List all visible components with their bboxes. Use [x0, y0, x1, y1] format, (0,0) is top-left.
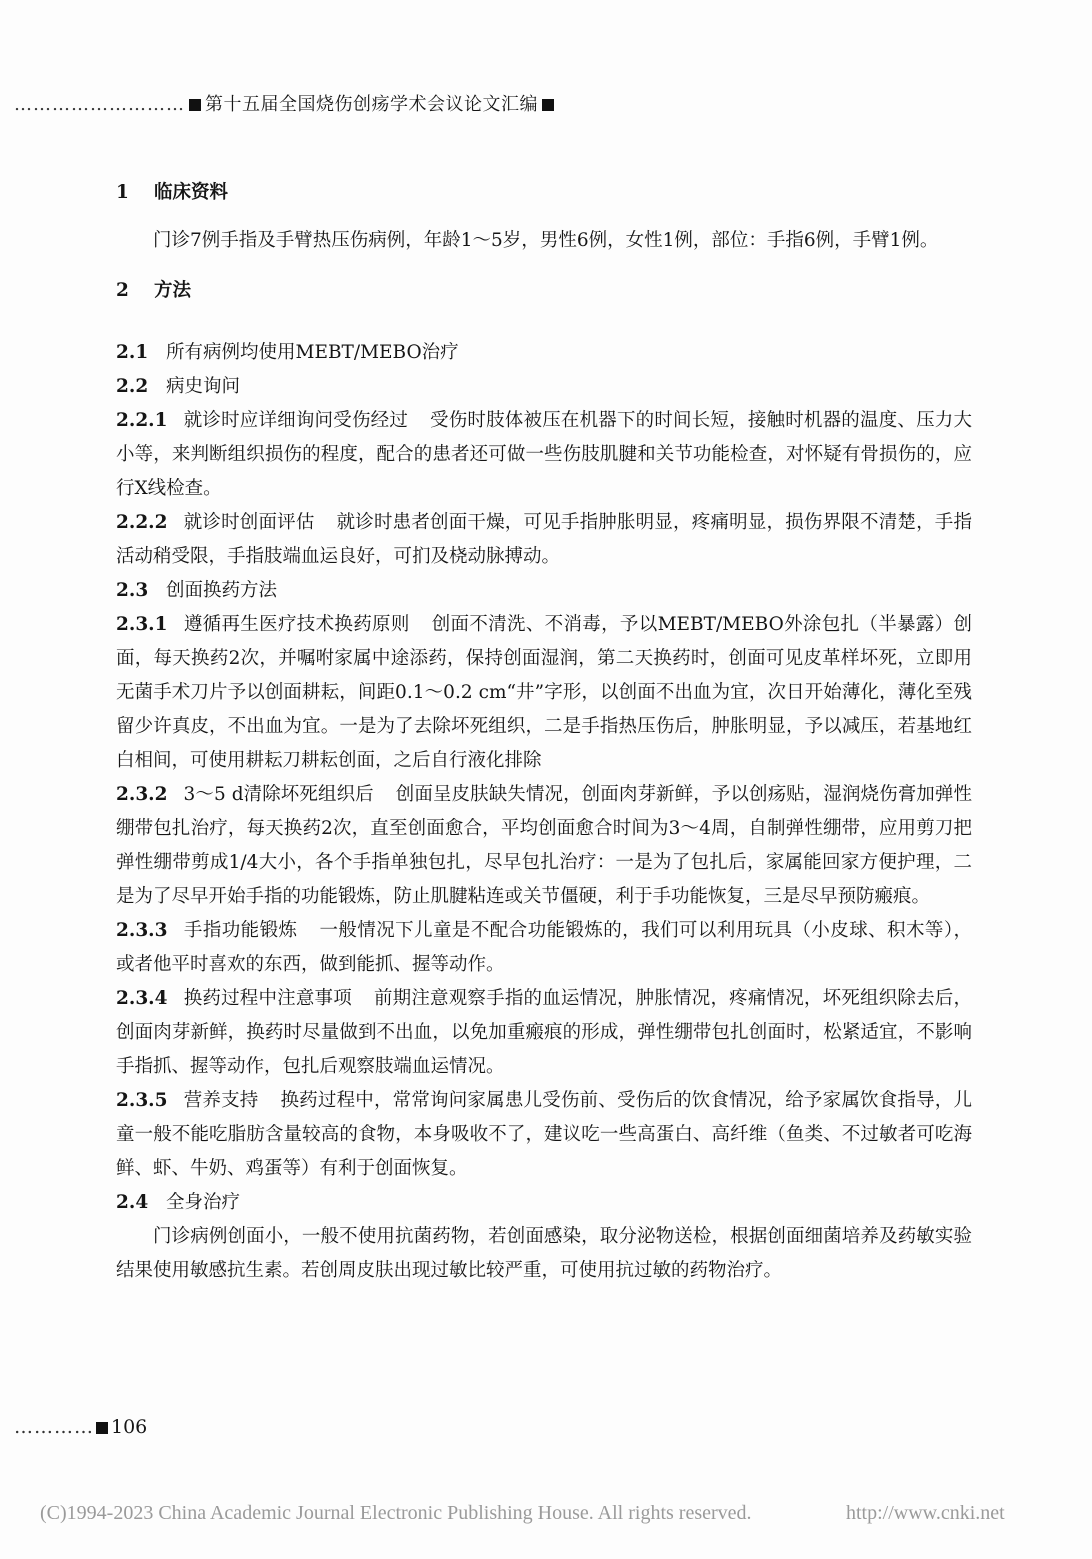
subsubsection: 2.3.3 手指功能锻炼 一般情况下儿童是不配合功能锻炼的，我们可以利用玩具（小皮球、积木等），或者他平时喜欢的东西，做到能抓、握等动作。 — [116, 920, 972, 975]
subsubsection: 2.3.1 遵循再生医疗技术换药原则 创面不清洗、不消毒，予以MEBT/MEBO外涂包扎（半暴露）创面，每天换药2次，并嘱咐家属中途添药，保持创面湿润，第二天换药时，创面可见皮革样坏死，立即用无菌手术刀片予以创面耕耘，间距0.1～0.2 cm“井”字形，以创面不出血为宜，次日开始薄化，薄化至残留少许真皮，不出血为宜。一是为了去除坏死组织，二是手指热压伤后，肿胀明显，予以减压，若基地红白相间，可使用耕耘刀耕耘创面，之后自行液化排除 — [116, 614, 972, 771]
subsubsection: 2.3.5 营养支持 换药过程中，常常询问家属患儿受伤前、受伤后的饮食情况，给予家属饮食指导，儿童一般不能吃脂肪含量较高的食物，本身吸收不了，建议吃一些高蛋白、高纤维（鱼类、不过敏者可吃海鲜、虾、牛奶、鸡蛋等）有利于创面恢复。 — [116, 1090, 972, 1179]
paragraph: 门诊7例手指及手臂热压伤病例，年龄1～5岁，男性6例，女性1例，部位：手指6例，手臂1例。 — [153, 230, 939, 251]
subsection-heading: 2.1 所有病例均使用MEBT/MEBO治疗 — [116, 342, 459, 363]
header-leader-dots: ……………………… — [14, 94, 185, 115]
footer-leader-dots: ………… — [14, 1416, 94, 1438]
section-heading: 1 临床资料 — [116, 182, 229, 203]
subsubsection: 2.3.2 3～5 d清除坏死组织后 创面呈皮肤缺失情况，创面肉芽新鲜，予以创疡贴，湿润烧伤膏加弹性绷带包扎治疗，每天换药2次，直至创面愈合，平均创面愈合时间为3～4周，自制弹性绷带，应用剪刀把弹性绷带剪成1/4大小，各个手指单独包扎，尽早包扎治疗：一是为了包扎后，家属能回家方便护理，二是为了尽早开始手指的功能锻炼，防止肌腱粘连或关节僵硬，利于手功能恢复，三是尽早预防瘢痕。 — [116, 784, 972, 907]
copyright-text: (C)1994-2023 China Academic Journal Electronic Publishing House. All rights reserved. — [40, 1502, 752, 1524]
copyright-watermark — [40, 1502, 1060, 1525]
square-bullet-icon — [96, 1422, 108, 1434]
subsubsection: 2.2.2 就诊时创面评估 就诊时患者创面干燥，可见手指肿胀明显，疼痛明显，损伤界限不清楚，手指活动稍受限，手指肢端血运良好，可扪及桡动脉搏动。 — [116, 512, 972, 567]
square-bullet-icon — [189, 99, 201, 111]
page-number: 106 — [111, 1416, 148, 1438]
subsubsection: 2.3.4 换药过程中注意事项 前期注意观察手指的血运情况，肿胀情况，疼痛情况，坏死组织除去后，创面肉芽新鲜，换药时尽量做到不出血，以免加重瘢痕的形成，弹性绷带包扎创面时，松紧适宜，不影响手指抓、握等动作，包扎后观察肢端血运情况。 — [116, 988, 972, 1077]
article-body — [116, 176, 972, 1288]
paragraph: 门诊病例创面小，一般不使用抗菌药物，若创面感染，取分泌物送检，根据创面细菌培养及药敏实验结果使用敏感抗生素。若创周皮肤出现过敏比较严重，可使用抗过敏的药物治疗。 — [116, 1226, 972, 1281]
subsection-heading: 2.4 全身治疗 — [116, 1192, 241, 1213]
running-header — [14, 90, 558, 116]
cnki-url: http://www.cnki.net — [846, 1502, 1005, 1524]
section-heading: 2 方法 — [116, 280, 192, 301]
square-bullet-icon — [542, 99, 554, 111]
subsection-heading: 2.3 创面换药方法 — [116, 580, 278, 601]
page-footer — [14, 1416, 147, 1438]
journal-title: 第十五届全国烧伤创疡学术会议论文汇编 — [205, 94, 538, 115]
subsubsection: 2.2.1 就诊时应详细询问受伤经过 受伤时肢体被压在机器下的时间长短，接触时机器的温度、压力大小等，来判断组织损伤的程度，配合的患者还可做一些伤肢肌腱和关节功能检查，对怀疑有骨损伤的，应行X线检查。 — [116, 410, 972, 499]
subsection-heading: 2.2 病史询问 — [116, 376, 241, 397]
